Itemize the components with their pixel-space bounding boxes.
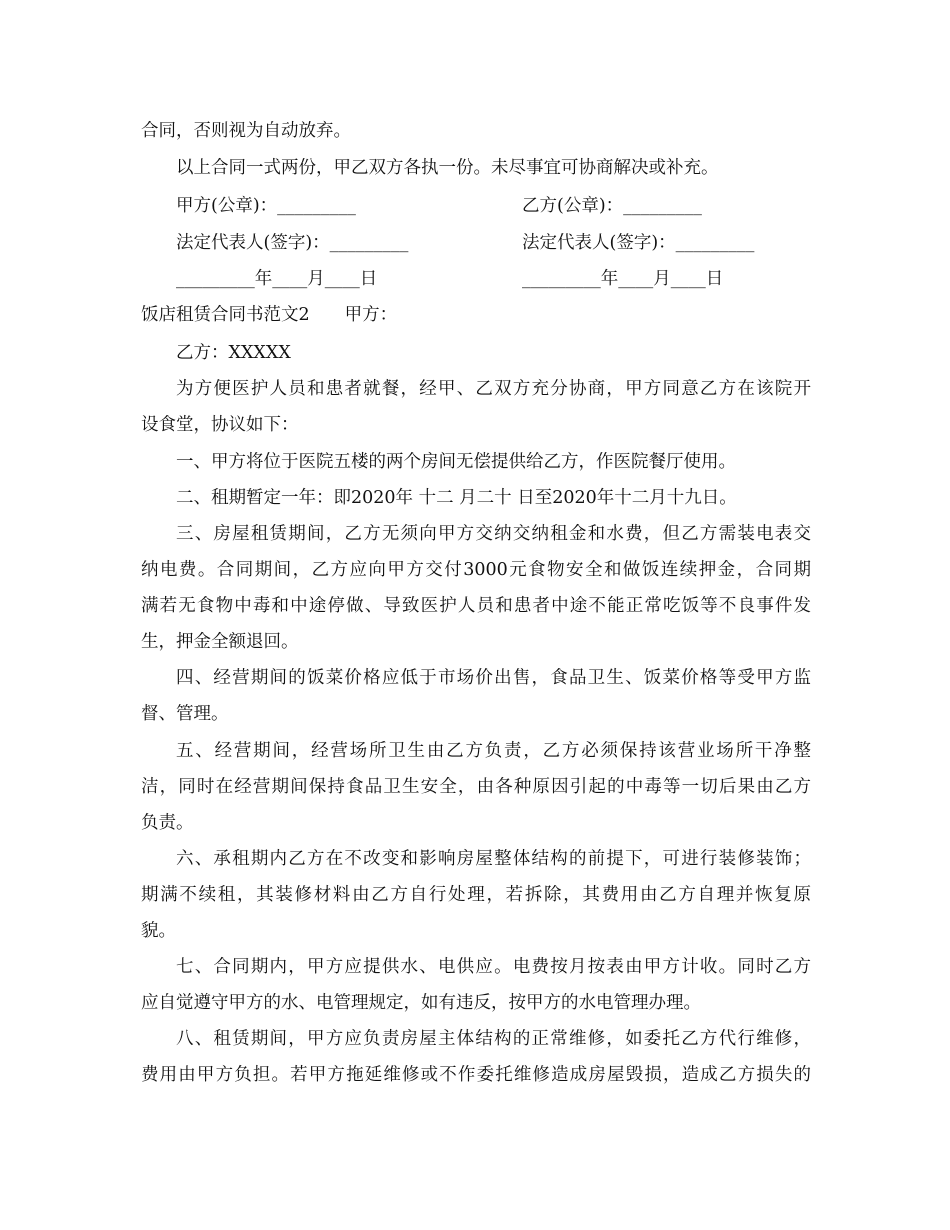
signature-party-a-date: _________年____月____日 xyxy=(176,269,378,289)
clause-5: 五、经营期间，经营场所卫生由乙方负责，乙方必须保持该营业场所干净整 xyxy=(176,741,811,761)
paragraph-line: 为方便医护人员和患者就餐，经甲、乙双方充分协商，甲方同意乙方在该院开 xyxy=(176,379,811,399)
paragraph-line: 满若无食物中毒和中途停做、导致医护人员和患者中途不能正常吃饭等不良事件发 xyxy=(141,596,811,616)
signature-party-b-representative: 法定代表人(签字)：_________ xyxy=(522,233,755,253)
paragraph-line: 期满不续租，其装修材料由乙方自行处理，若拆除，其费用由乙方自理并恢复原 xyxy=(141,885,811,905)
paragraph-line: 费用由甲方负担。若甲方拖延维修或不作委托维修造成房屋毁损，造成乙方损失的 xyxy=(141,1065,811,1085)
paragraph-line: 应自觉遵守甲方的水、电管理规定，如有违反，按甲方的水电管理办理。 xyxy=(141,993,701,1013)
paragraph-line: 生，押金全额退回。 xyxy=(141,632,299,652)
clause-1: 一、甲方将位于医院五楼的两个房间无偿提供给乙方，作医院餐厅使用。 xyxy=(176,452,736,472)
clause-7: 七、合同期内，甲方应提供水、电供应。电费按月按表由甲方计收。同时乙方 xyxy=(176,957,811,977)
signature-party-b-date: _________年____月____日 xyxy=(522,269,724,289)
section-title: 饭店租赁合同书范文2 甲方： xyxy=(141,305,398,325)
clause-3: 三、房屋租赁期间，乙方无须向甲方交纳交纳租金和水费，但乙方需装电表交 xyxy=(176,524,811,544)
paragraph-line: 督、管理。 xyxy=(141,704,229,724)
paragraph-line: 负责。 xyxy=(141,813,194,833)
paragraph-line: 纳电费。合同期间，乙方应向甲方交付3000元食物安全和做饭连续押金，合同期 xyxy=(141,560,811,580)
paragraph-line: 合同，否则视为自动放弃。 xyxy=(141,121,351,141)
clause-6: 六、承租期内乙方在不改变和影响房屋整体结构的前提下，可进行装修装饰； xyxy=(176,849,811,869)
signature-party-a-representative: 法定代表人(签字)：_________ xyxy=(176,233,409,253)
paragraph-line: 洁，同时在经营期间保持食品卫生安全，由各种原因引起的中毒等一切后果由乙方 xyxy=(141,777,811,797)
clause-2: 二、租期暂定一年：即2020年 十二 月二十 日至2020年十二月十九日。 xyxy=(176,488,737,508)
paragraph-line: 以上合同一式两份，甲乙双方各执一份。未尽事宜可协商解决或补充。 xyxy=(176,158,719,178)
paragraph-line: 设食堂，协议如下： xyxy=(141,415,299,435)
paragraph-line: 貌。 xyxy=(141,921,176,941)
party-b-line: 乙方：XXXXX xyxy=(176,343,291,363)
signature-party-a-seal: 甲方(公章)：_________ xyxy=(176,196,356,216)
clause-8: 八、租赁期间，甲方应负责房屋主体结构的正常维修，如委托乙方代行维修， xyxy=(176,1029,811,1049)
signature-party-b-seal: 乙方(公章)：_________ xyxy=(522,196,702,216)
clause-4: 四、经营期间的饭菜价格应低于市场价出售，食品卫生、饭菜价格等受甲方监 xyxy=(176,668,811,688)
